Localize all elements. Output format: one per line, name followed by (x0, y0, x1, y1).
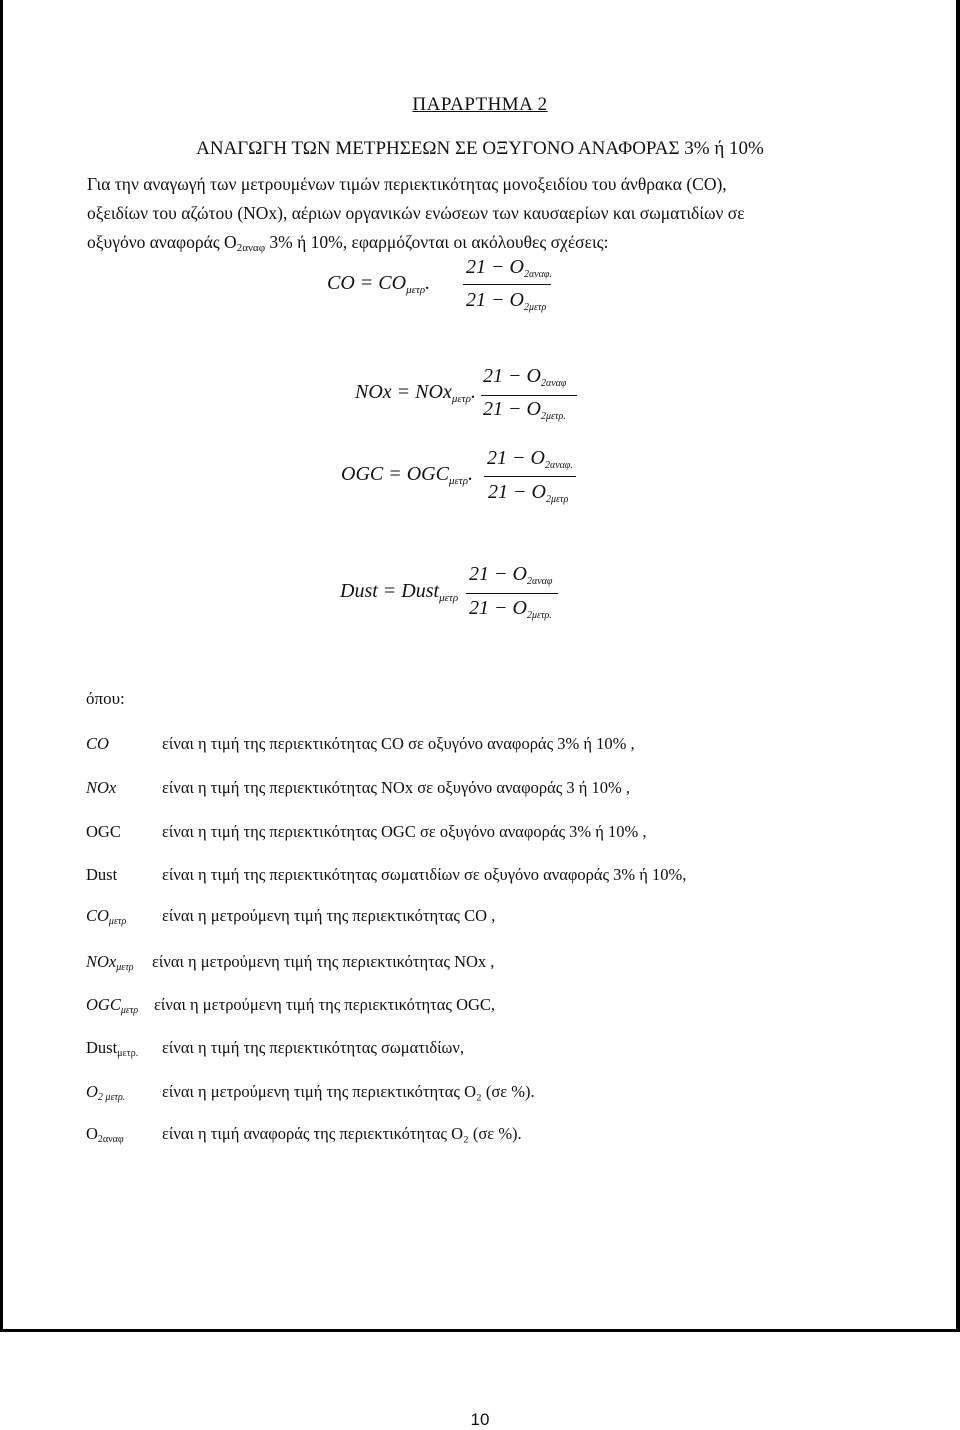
equation-denominator: $21 - O_{2\mu\varepsilon\tau\rho.}$ (469, 597, 552, 621)
definition-symbol: Dust$_{\mu\varepsilon\tau\rho.}$ (86, 1038, 139, 1059)
equation-denominator: $21 - O_{2\mu\varepsilon\tau\rho.}$ (483, 398, 566, 422)
fraction-bar (463, 284, 551, 285)
definition-text: είναι η τιμή της περιεκτικότητας σωματιδίων σε οξυγόνο αναφοράς 3% ή 10%, (162, 865, 687, 884)
scan-border-bottom (0, 1329, 960, 1332)
definition-text: είναι η μετρούμενη τιμή της περιεκτικότητας NOx , (152, 952, 495, 971)
fraction-bar (481, 395, 577, 396)
definition-symbol: $O_{2\alpha\nu\alpha\varphi}$ (86, 1124, 124, 1145)
definition-symbol: NOx$_{\mu\varepsilon\tau\rho}$ (86, 952, 134, 973)
definition-symbol: OGC (86, 822, 121, 841)
definition-text: είναι η τιμή της περιεκτικότητας CO σε οξυγόνο αναφοράς 3% ή 10% , (162, 734, 635, 753)
definition-symbol: $O_{2 \mu\varepsilon\tau\rho.}$ (86, 1082, 126, 1103)
equation-lhs: Dust = Dust$_{\mu\varepsilon\tau\rho}$ (340, 580, 459, 604)
definition-text: είναι η τιμή της περιεκτικότητας OGC σε οξυγόνο αναφοράς 3% ή 10% , (162, 822, 647, 841)
definition-symbol: Dust (86, 865, 118, 884)
scan-border-left (0, 0, 3, 1332)
intro-paragraph (87, 170, 877, 263)
appendix-title: ΠΑΡΑΡΤΗΜΑ 2 (412, 94, 548, 115)
equation-numerator: $21 - O_{2\alpha\nu\alpha\varphi.}$ (466, 256, 552, 280)
page-number: 10 (470, 1410, 490, 1429)
definition-symbol: CO (86, 734, 109, 753)
definition-text: είναι η μετρούμενη τιμή της περιεκτικότητας CO , (162, 906, 496, 925)
equation-lhs: NOx = NOx$_{\mu\varepsilon\tau\rho}$. (355, 381, 476, 405)
definition-symbol: $CO_{\mu\varepsilon\tau\rho}$ (86, 906, 127, 927)
definition-text: είναι η τιμή της περιεκτικότητας σωματιδίων, (162, 1038, 464, 1057)
where-label: όπου: (86, 689, 125, 708)
definition-text: είναι η τιμή της περιεκτικότητας NOx σε οξυγόνο αναφοράς 3 ή 10% , (162, 778, 631, 797)
equation-lhs: CO = $CO_{\mu\varepsilon\tau\rho}$. (327, 272, 431, 296)
section-title: ΑΝΑΓΩΓΗ ΤΩΝ ΜΕΤΡΗΣΕΩΝ ΣΕ ΟΞΥΓΟΝΟ ΑΝΑΦΟΡΑΣ 3% ή 10% (196, 138, 764, 159)
fraction-bar (484, 476, 576, 477)
definition-text: είναι η μετρούμενη τιμή της περιεκτικότητας OGC, (154, 995, 496, 1014)
definition-symbol: NOx (86, 778, 117, 797)
equation-numerator: $21 - O_{2\alpha\nu\alpha\varphi}$ (483, 365, 567, 389)
definition-text: είναι η τιμή αναφοράς της περιεκτικότητας O₂ (σε %). (162, 1124, 522, 1143)
intro-line-1: Για την αναγωγή των μετρουμένων τιμών περιεκτικότητας μονοξειδίου του άνθρακα (CO), (87, 174, 727, 194)
equation-numerator: $21 - O_{2\alpha\nu\alpha\varphi}$ (469, 563, 553, 587)
definition-text: είναι η μετρούμενη τιμή της περιεκτικότητας O₂ (σε %). (162, 1082, 535, 1101)
equation-lhs: OGC = $OGC_{\mu\varepsilon\tau\rho}$. (341, 463, 474, 487)
equation-denominator: $21 - O_{2\mu\varepsilon\tau\rho}$ (466, 289, 547, 313)
definition-symbol: $OGC_{\mu\varepsilon\tau\rho}$ (86, 995, 139, 1016)
fraction-bar (466, 593, 558, 594)
intro-line-3: οξυγόνο αναφοράς $O_{2\alpha\nu\alpha\varphi}$ 3% ή 10%, εφαρμόζονται οι ακόλουθες σχέσεις: (87, 232, 609, 254)
scan-border-right (956, 0, 960, 1332)
equation-denominator: $21 - O_{2\mu\varepsilon\tau\rho}$ (488, 481, 569, 505)
intro-line-2: οξειδίων του αζώτου (NOx), αέριων οργανικών ενώσεων των καυσαερίων και σωματιδίων σε (87, 203, 745, 223)
equation-numerator: $21 - O_{2\alpha\nu\alpha\varphi.}$ (487, 447, 573, 471)
